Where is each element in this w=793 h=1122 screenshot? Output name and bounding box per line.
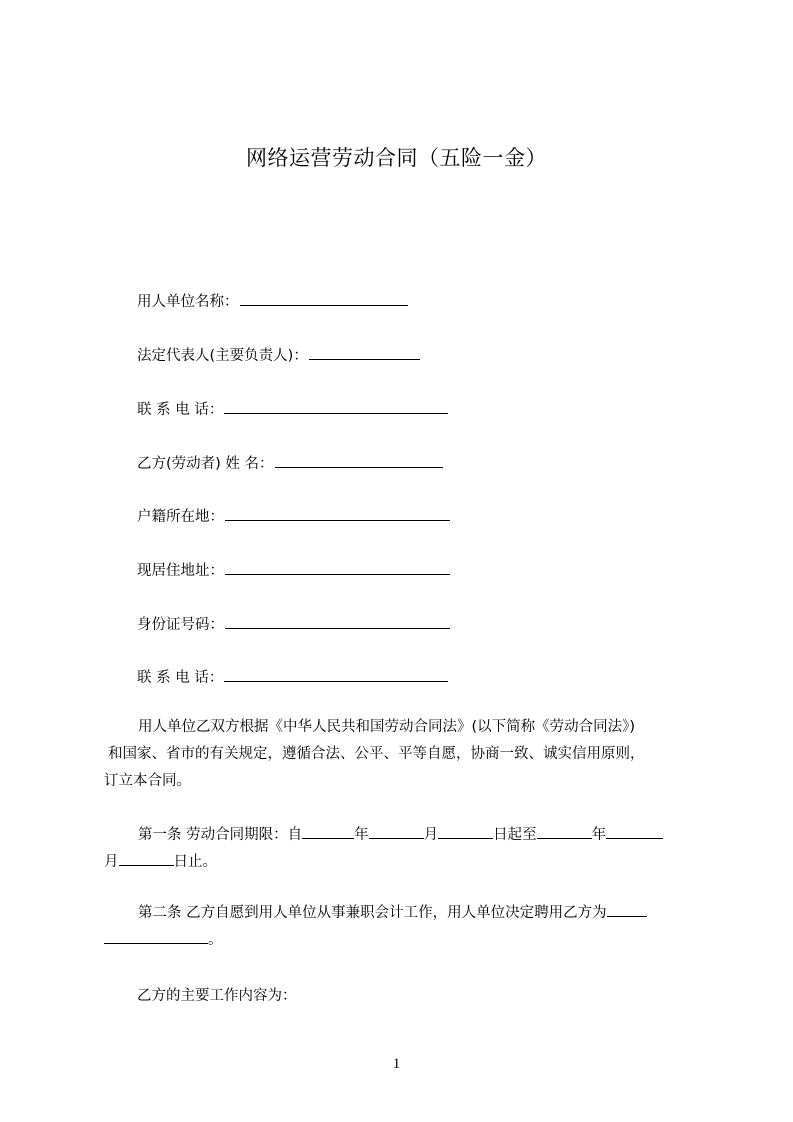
article-2-text: 第二条 乙方自愿到用人单位从事兼职会计工作，用人单位决定聘用乙方为 [138,905,607,921]
worker-phone-blank[interactable] [224,667,448,682]
article-2-end: 。 [208,932,223,948]
start-year-blank[interactable] [302,824,354,839]
end-day-label: 日止。 [173,854,217,870]
end-year-label: 年 [591,827,607,843]
end-year-blank[interactable] [537,824,592,839]
id-number-field [137,614,450,635]
legal-representative-blank[interactable] [309,345,420,360]
current-address-label: 现居住地址： [137,563,224,579]
worker-name-label: 乙方(劳动者) 姓 名： [137,456,274,472]
employer-name-blank[interactable] [240,291,408,306]
page-number: 1 [392,1056,401,1072]
start-day-label: 日起至 [493,827,537,843]
end-day-blank[interactable] [119,851,174,866]
preamble-line-1: 用人单位乙双方根据《中华人民共和国劳动合同法》(以下简称《劳动合同法》) [138,719,636,735]
worker-name-blank[interactable] [275,453,443,468]
worker-name-field [137,453,443,474]
end-month-blank-part1[interactable] [606,824,663,839]
id-number-label: 身份证号码： [137,617,224,633]
start-month-label: 月 [423,827,439,843]
article-1-prefix: 第一条 劳动合同期限：自 [138,827,303,843]
document-title: 网络运营劳动合同（五险一金） [246,146,547,170]
household-registration-blank[interactable] [225,506,450,521]
worker-phone-field [137,667,448,688]
start-month-blank[interactable] [369,824,424,839]
end-month-label: 月 [104,854,119,870]
preamble-line-2: 和国家、省市的有关规定，遵循合法、公平、平等自愿，协商一致、诚实信用原则， [108,746,645,762]
article-2-line-1 [104,900,704,927]
legal-representative-field [137,345,420,366]
employer-phone-blank[interactable] [224,399,448,414]
article-2-line-2 [104,927,704,954]
position-blank-part1[interactable] [607,902,647,917]
start-day-blank[interactable] [438,824,493,839]
article-1-paragraph [104,822,704,876]
position-blank-part2[interactable] [104,929,208,944]
household-registration-field [137,506,450,527]
article-2-paragraph [104,900,704,954]
current-address-field [137,560,450,581]
article-1-line-1 [104,822,704,849]
household-registration-label: 户籍所在地： [137,509,224,525]
duties-heading: 乙方的主要工作内容为： [137,988,297,1004]
worker-phone-label: 联 系 电 话： [137,670,224,686]
legal-representative-label: 法定代表人(主要负责人)： [137,348,308,364]
employer-phone-field [137,399,448,420]
employer-phone-label: 联 系 电 话： [137,402,224,418]
preamble-line-3: 订立本合同。 [104,773,191,789]
employer-name-label: 用人单位名称： [137,294,239,310]
current-address-blank[interactable] [225,560,450,575]
preamble-paragraph [104,714,704,795]
employer-name-field [137,291,408,312]
article-1-line-2 [104,849,704,876]
start-year-label: 年 [354,827,369,843]
id-number-blank[interactable] [225,614,450,629]
